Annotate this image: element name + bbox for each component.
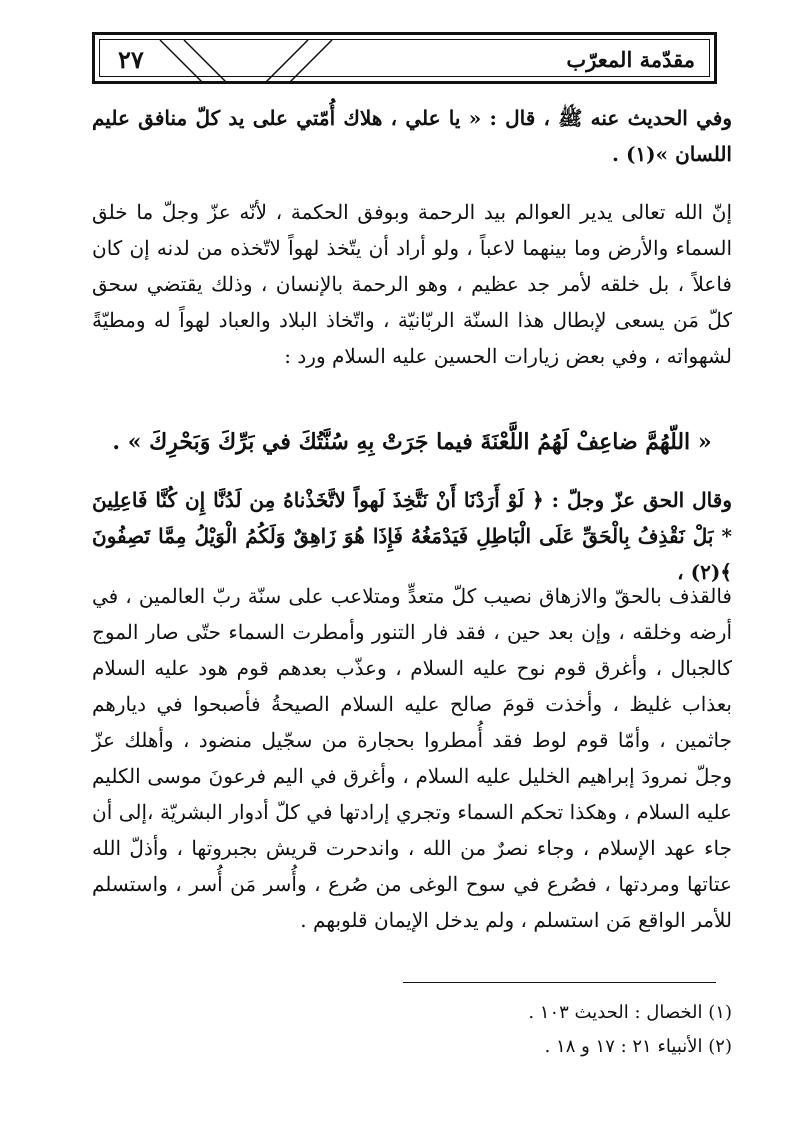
page-header [92, 32, 717, 84]
footnote-separator [403, 982, 716, 983]
running-title: مقدّمة المعرّب [566, 47, 695, 72]
paragraph-supplication: « اللّهُمَّ ضاعِفْ لَهُمُ اللَّعْنَةَ فيما جَرَتْ بِهِ سُنَّتُكَ في بَرِّكَ وَبَحْرِكَ » . [112, 429, 712, 455]
paragraph-divine-wisdom: إنّ الله تعالى يدير العوالم بيد الرحمة وبوفق الحكمة ، لأنّه عزّ وجلّ ما خلق السماء والأرض وما بينهما لاعباً ، ولو أراد أن يتّخذ لهواً لاتّخذه من لدنه إن كان فاعلاً ، بل خلقه لأمر جد عظيم ، وهو الرحمة بالإنسان ، وذلك يقتضي سحق كلّ مَن يسعى لإبطال هذا السنّة الربّانيّة ، واتّخاذ البلاد والعباد لهواً له ومطيّةً لشهواته ، وفي بعض زيارات الحسين عليه السلام ورد : [92, 200, 732, 368]
paragraph-history: فالقذف بالحقّ والازهاق نصيب كلّ متعدٍّ ومتلاعب على سنّة ربّ العالمين ، في أرضه وخلقه ، وإن بعد حين ، فقد فار التنور وأمطرت السماء حتّى صار الموج كالجبال ، وأغرق قوم نوح عليه السلام ، وعذّب بعدهم قوم هود عليه السلام بعذاب غليظ ، وأخذت قومَ صالح عليه السلام الصيحةُ فأصبحوا في ديارهم جاثمين ، وأمّا قوم لوط فقد أُمطروا بحجارة من سجّيل منضود ، وأهلك عزّ وجلّ نمرودَ إبراهيم الخليل عليه السلام ، وأغرق في اليم فرعونَ موسى الكليم عليه السلام ، وهكذا تحكم السماء وتجري إرادتها في كلّ أدوار البشريّة ،إلى أن جاء عهد الإسلام ، وجاء نصرٌ من الله ، واندحرت قريش بجبروتها ، وأذلّ الله عتاتها ومردتها ، فصُرع في سوح الوغى من صُرع ، وأُسر مَن أُسر ، واستسلم للأمر الواقع مَن استسلم ، ولم يدخل الإيمان قلوبهم . [92, 584, 732, 932]
paragraph-hadith: وفي الحديث عنه ﷺ ، قال : « يا علي ، هلاك أُمّتي على يد كلّ منافق عليم اللسان »(١) . [92, 106, 732, 166]
paragraph-quran-verse: وقال الحق عزّ وجلّ : ﴿ لَوْ أَرَدْنَا أَنْ نَتَّخِذَ لَهواً لاتَّخَذْناهُ مِن لَدُنَّا إِن كُنَّا فَاعِلِينَ * بَلْ نَقْذِفُ بِالْحَقِّ عَلَى الْبَاطِلِ فَيَدْمَغُهُ فَإِذَا هُوَ زَاهِقٌ وَلَكُمُ الْوَيْلُ مِمَّا تَصِفُونَ ﴾(٢) ، [92, 488, 732, 584]
header-frame [99, 39, 710, 77]
footnote-1: (١) الخصال : الحديث ١٠٣ . [528, 1002, 732, 1023]
footnote-2: (٢) الأنبياء ٢١ : ١٧ و ١٨ . [544, 1036, 732, 1057]
footnotes [92, 996, 732, 1064]
page-number: ٢٧ [118, 45, 144, 74]
